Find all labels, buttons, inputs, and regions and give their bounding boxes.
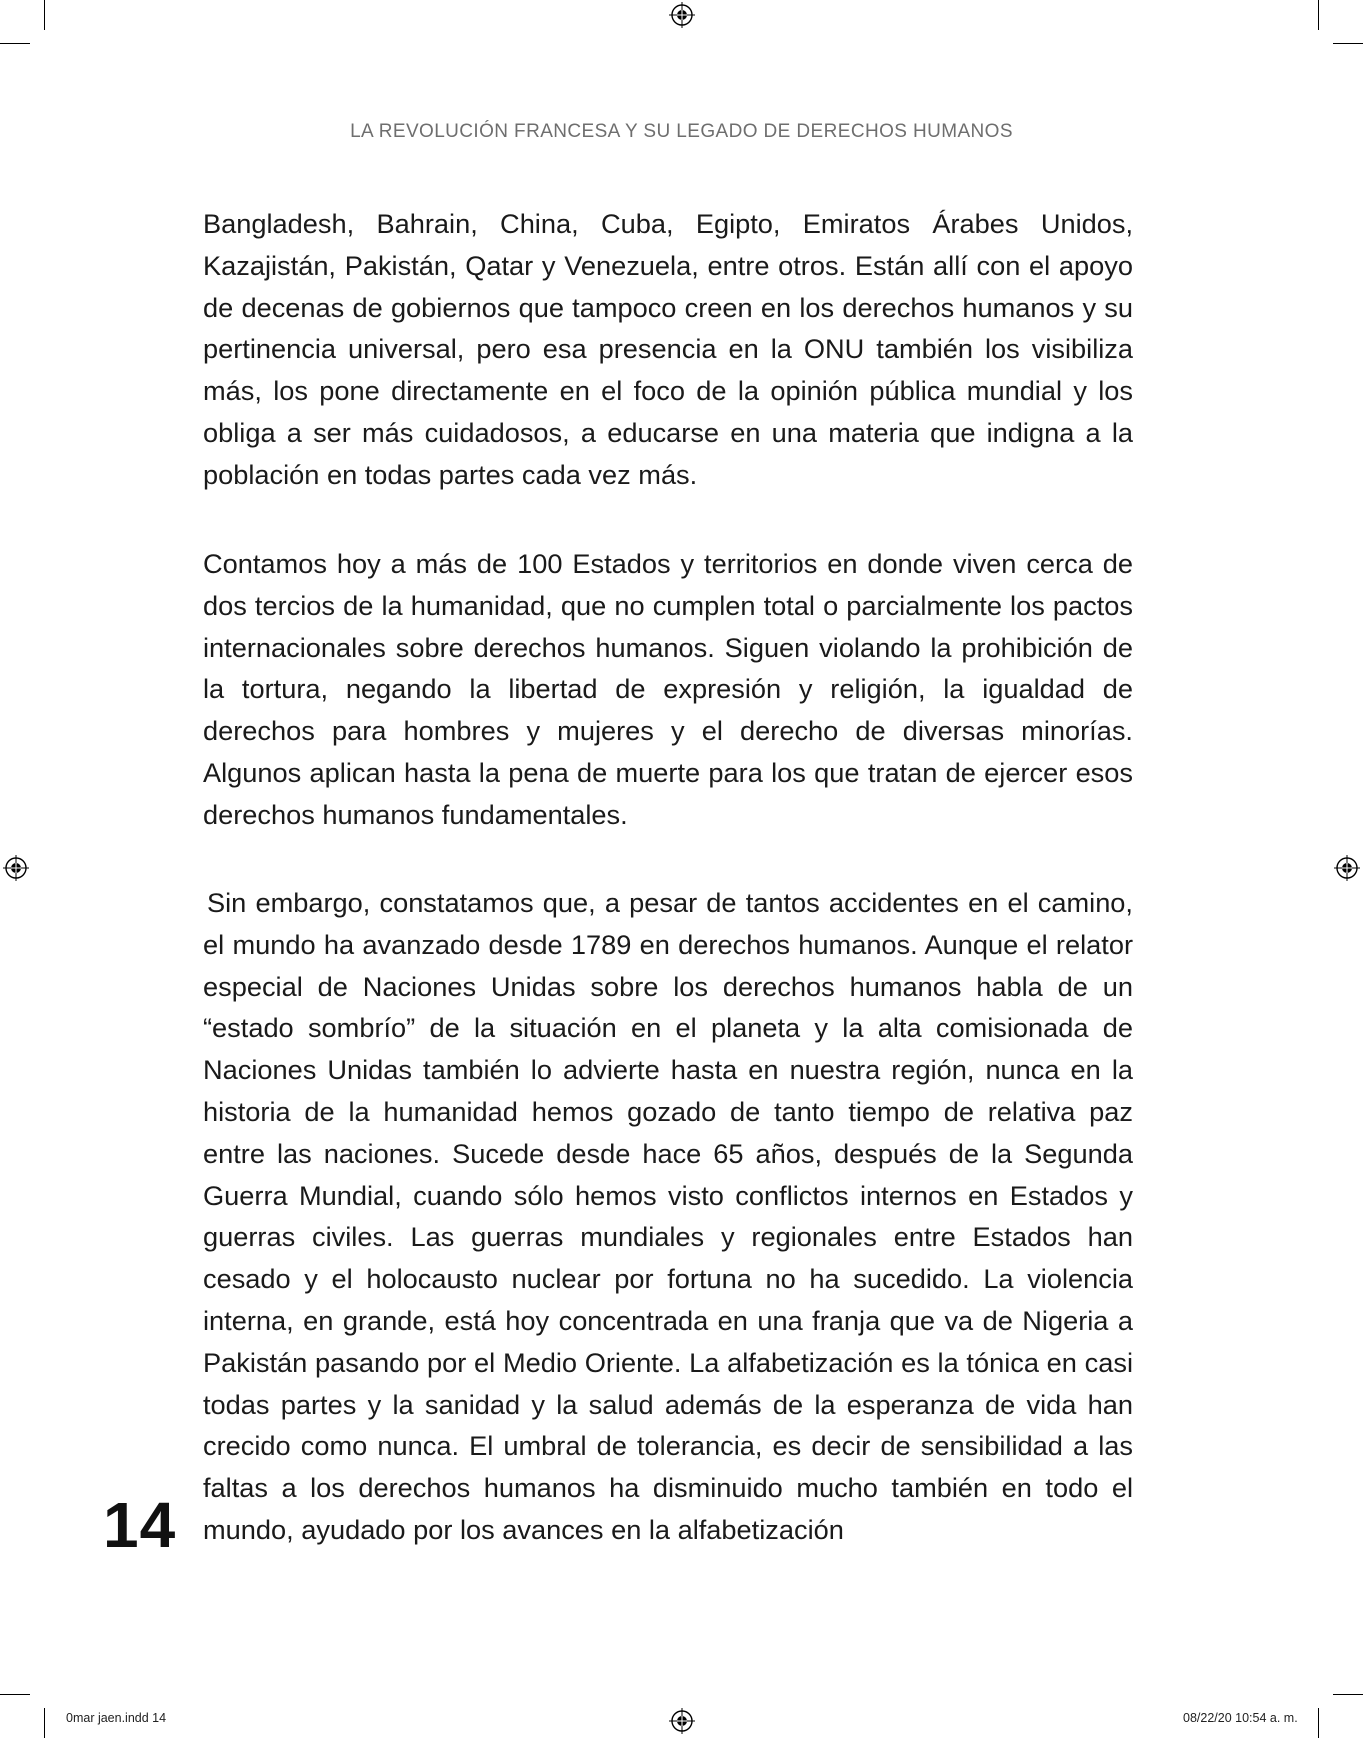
crop-mark-bottom-right-horizontal <box>1333 1694 1363 1695</box>
crop-mark-bottom-left-horizontal <box>0 1694 30 1695</box>
crop-mark-bottom-right-vertical <box>1318 1708 1319 1738</box>
crop-mark-top-right-horizontal <box>1333 43 1363 44</box>
registration-mark-icon <box>669 2 695 28</box>
crop-mark-top-right-vertical <box>1318 0 1319 30</box>
registration-mark-icon <box>3 855 29 881</box>
body-text <box>203 203 1133 544</box>
page-number: 14 <box>103 1489 177 1561</box>
crop-mark-top-left-horizontal <box>0 43 30 44</box>
body-text <box>203 543 1133 884</box>
slug-date: 08/22/20 10:54 a. m. <box>1183 1711 1298 1725</box>
body-text <box>203 882 1133 1599</box>
registration-mark-icon <box>669 1708 695 1734</box>
crop-mark-top-left-vertical <box>44 0 45 30</box>
crop-mark-bottom-left-vertical <box>44 1708 45 1738</box>
paragraph: Contamos hoy a más de 100 Estados y territorios en donde viven cerca de dos tercios de la humanidad, que no cumplen total o parcialmente los pactos internacionales sobre derechos humanos. Siguen violando la prohibición de la tortura, negando la libertad de expresión y religión, la igualdad de derechos para hombres y mujeres y el derecho de diversas minorías. Algunos aplican hasta la pena de muerte para los que tratan de ejercer esos derechos humanos fundamentales. <box>203 548 1133 830</box>
running-header: LA REVOLUCIÓN FRANCESA Y SU LEGADO DE DERECHOS HUMANOS <box>350 121 1013 142</box>
registration-mark-icon <box>1334 855 1360 881</box>
paragraph: Bangladesh, Bahrain, China, Cuba, Egipto, Emiratos Árabes Unidos, Kazajistán, Pakistán, Qatar y Venezuela, entre otros. Están allí con el apoyo de decenas de gobiernos que tampoco creen en los derechos humanos y su pertinencia universal, pero esa presencia en la ONU también los visibiliza más, los pone directamente en el foco de la opinión pública mundial y los obliga a ser más cuidadosos, a educarse en una materia que indigna a la población en todas partes cada vez más. <box>203 208 1133 490</box>
slug-file: 0mar jaen.indd 14 <box>66 1711 167 1725</box>
paragraph: Sin embargo, constatamos que, a pesar de tantos accidentes en el camino, el mundo ha avanzado desde 1789 en derechos humanos. Aunque el relator especial de Naciones Unidas sobre los derechos humanos habla de un “estado sombrío” de la situación en el planeta y la alta comisionada de Naciones Unidas también lo advierte hasta en nuestra región, nunca en la historia de la humanidad hemos gozado de tanto tiempo de relativa paz entre las naciones. Sucede desde hace 65 años, después de la Segunda Guerra Mundial, cuando sólo hemos visto conflictos internos en Estados y guerras civiles. Las guerras mundiales y regionales entre Estados han cesado y el holocausto nuclear por fortuna no ha sucedido. La violencia interna, en grande, está hoy concentrada en una franja que va de Nigeria a Pakistán pasando por el Medio Oriente. La alfabetización es la tónica en casi todas partes y la sanidad y la salud además de la esperanza de vida han crecido como nunca. El umbral de tolerancia, es decir de sensibilidad a las faltas a los derechos humanos ha disminuido mucho también en todo el mundo, ayudado por los avances en la alfabetización <box>203 887 1133 1545</box>
